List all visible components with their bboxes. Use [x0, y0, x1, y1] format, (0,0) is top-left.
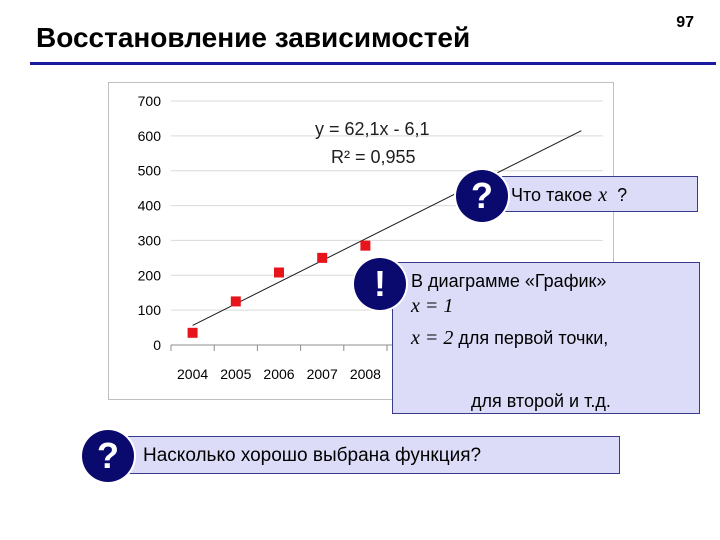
data-point [360, 241, 370, 251]
note-math-x1: x = 1 [411, 295, 454, 317]
r-squared-label: R² = 0,955 [331, 147, 416, 167]
page-number: 97 [676, 14, 694, 31]
note-callout [392, 262, 700, 414]
question-fit-callout [124, 436, 620, 474]
note-line2-text: для первой точки, [458, 328, 609, 348]
question-x-suffix: ? [617, 185, 628, 205]
question-x-text [511, 184, 627, 207]
question-fit-text: Насколько хорошо выбрана функция? [143, 445, 482, 466]
y-tick-label: 0 [153, 337, 161, 353]
title-underline [30, 62, 716, 65]
question-x-callout [492, 176, 698, 212]
y-tick-label: 700 [137, 93, 161, 109]
note-line3-text: для второй и т.д. [471, 391, 611, 411]
slide-title: Восстановление зависимостей [36, 22, 471, 53]
y-tick-label: 200 [137, 267, 161, 284]
exclamation-badge-icon: ! [354, 258, 406, 310]
x-tick-label: 2004 [177, 366, 209, 382]
question-x-variable: x [598, 184, 608, 206]
y-tick-label: 100 [137, 302, 161, 319]
data-point [317, 253, 327, 263]
x-tick-label: 2006 [263, 366, 295, 382]
y-tick-label: 400 [137, 197, 161, 214]
question-badge-icon: ? [456, 170, 508, 222]
note-heading: В диаграмме «График» [411, 271, 607, 291]
y-tick-label: 600 [137, 127, 161, 144]
question-badge-icon: ? [82, 430, 134, 482]
y-tick-label: 500 [137, 162, 161, 179]
x-tick-label: 2005 [220, 366, 252, 382]
x-tick-label: 2007 [306, 366, 338, 382]
x-tick-label: 2008 [349, 366, 381, 382]
note-line-2 [411, 327, 608, 350]
y-tick-label: 300 [137, 232, 161, 249]
note-math-x2: x = 2 [411, 327, 454, 349]
data-point [274, 267, 284, 277]
trendline-equation: y = 62,1x - 6,1 [315, 119, 430, 139]
data-point [188, 328, 198, 338]
question-x-label: Что такое [511, 185, 593, 205]
data-point [231, 296, 241, 306]
